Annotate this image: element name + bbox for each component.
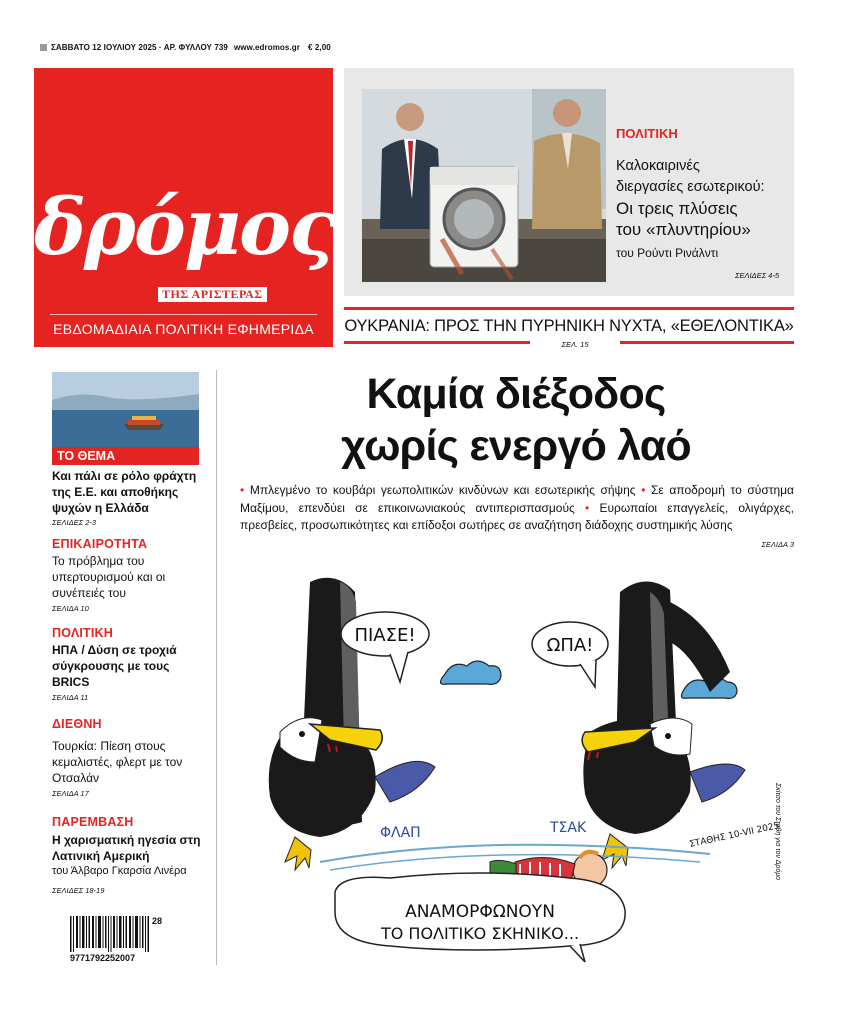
lead-paragraph — [240, 482, 794, 535]
sidebar-item-title[interactable]: Η χαρισματική ηγεσία στη Λατινική Αμερική — [52, 833, 201, 863]
sidebar-page-ref: ΣΕΛΙΔΑ 11 — [52, 693, 89, 702]
date-strip — [40, 40, 540, 54]
headline-line: Καμία διέξοδος — [366, 370, 666, 418]
banner-page-ref: ΣΕΛ. 15 — [530, 340, 620, 349]
sidebar-item-category: ΠΑΡΕΜΒΑΣΗ — [52, 815, 134, 829]
sidebar-page-ref: ΣΕΛΙΔΑ 17 — [52, 789, 89, 798]
cartoon-bubble-left: ΠΙΑΣΕ! — [354, 625, 416, 646]
divider — [50, 314, 317, 315]
sidebar-item-title[interactable]: Το πρόβλημα του υπερτουρισμού και οι συνέπειές του — [52, 554, 166, 600]
masthead[interactable] — [34, 68, 333, 347]
sidebar-page-ref: ΣΕΛΙΔΕΣ 18-19 — [52, 886, 105, 895]
main-headline[interactable] — [236, 368, 796, 472]
cartoon-caption-line: ΑΝΑΜΟΡΦΩΝΟΥΝ — [405, 902, 555, 922]
barcode-number: 9771792252007 — [70, 953, 136, 963]
bullet-icon: • — [641, 483, 646, 497]
sidebar-item-author: του Άλβαρο Γκαρσία Λινέρα — [52, 865, 187, 877]
sidebar-item-title[interactable]: ΗΠΑ / Δύση σε τροχιά σύγκρουσης με τους BRICS — [52, 643, 177, 689]
teaser-photo — [362, 89, 606, 282]
cartoon-signature: ΣΤΑΘΗΣ 10-VII 2025 — [688, 821, 781, 850]
sidebar-page-ref: ΣΕΛΙΔΕΣ 2-3 — [52, 518, 97, 527]
lead-point: Ευρωπαίοι επαγγελείς, ολιγάρχες, πρεσβείες, προσωπικότητες και επίδοξοι σωτήρες σε αναζήτηση διάδοχης συστημικής λύσης — [240, 500, 794, 532]
teaser-category: ΠΟΛΙΤΙΚΗ — [616, 126, 678, 141]
barcode — [70, 916, 150, 952]
cartoon-sound-right: ΤΣΑΚ — [550, 820, 587, 836]
banner-rule — [344, 307, 794, 310]
bullet-icon: • — [585, 500, 590, 515]
date-issue-text: ΣΑΒΒΑΤΟ 12 ΙΟΥΛΙΟΥ 2025 · ΑΡ. ΦΥΛΛΟΥ 739 — [51, 42, 228, 52]
square-icon — [40, 44, 47, 51]
sidebar-item-category: ΔΙΕΘΝΗ — [52, 717, 102, 731]
teaser-title-line: διεργασίες εσωτερικού: — [616, 179, 765, 195]
website-link[interactable]: www.edromos.gr — [233, 42, 300, 52]
logo-subtitle: ΤΗΣ ΑΡΙΣΤΕΡΑΣ — [158, 287, 267, 302]
cartoon-sound-left: ΦΛΑΠ — [380, 825, 421, 841]
sidebar-item-title[interactable]: Και πάλι σε ρόλο φράχτη της Ε.Ε. και αποθήκης ψυχών η Ελλάδα — [52, 469, 197, 515]
sidebar-item-title[interactable]: Τουρκία: Πίεση στους κεμαλιστές, φλερτ με τον Οτσαλάν — [52, 739, 183, 785]
cartoon-credit: Σκίτσο του Σταθη για τον Δρόμο — [774, 783, 781, 881]
teaser-title-line: του «πλυντηρίου» — [616, 220, 751, 239]
sidebar-item-category: ΠΟΛΙΤΙΚΗ — [52, 626, 113, 640]
headline-line: χωρίς ενεργό λαό — [341, 422, 691, 470]
sidebar-photo — [52, 372, 199, 447]
logo-wordmark: δρόμος — [34, 182, 335, 273]
lead-page-ref: ΣΕΛΙΔΑ 3 — [761, 540, 794, 549]
top-teaser[interactable] — [344, 68, 794, 296]
issue-number: 28 — [152, 916, 163, 926]
teaser-title-line: Οι τρεις πλύσεις — [616, 199, 738, 218]
editorial-cartoon — [240, 562, 790, 967]
theme-label: ΤΟ ΘΕΜΑ — [52, 447, 199, 465]
teaser-title-line: Καλοκαιρινές — [616, 158, 700, 174]
teaser-page-ref: ΣΕΛΙΔΕΣ 4-5 — [734, 271, 779, 280]
banner-headline[interactable]: ΟΥΚΡΑΝΙΑ: ΠΡΟΣ ΤΗΝ ΠΥΡΗΝΙΚΗ ΝΥΧΤΑ, «ΕΘΕΛΟΝΤΙΚΑ» — [344, 317, 794, 335]
teaser-title[interactable] — [616, 156, 786, 240]
tagline: ΕΒΔΟΜΑΔΙΑΙΑ ΠΟΛΙΤΙΚΗ ΕΦΗΜΕΡΙΔΑ — [53, 321, 314, 337]
bullet-icon: • — [240, 483, 245, 497]
price-text: € 2,00 — [307, 42, 331, 52]
cartoon-caption-line: ΤΟ ΠΟΛΙΤΙΚΟ ΣΚΗΝΙΚΟ... — [380, 924, 580, 943]
cartoon-bubble-right: ΩΠΑ! — [546, 635, 594, 656]
teaser-author: του Ρούντι Ρινάλντι — [616, 246, 719, 260]
lead-point: Μπλεγμένο το κουβάρι γεωπολιτικών κινδύνων και εσωτερικής σήψης — [249, 483, 636, 497]
lead-point: Σε αποδρομή το σύστημα Μαξίμου, επενδύει σε επικοινωνιακούς αντιπερισπασμούς — [240, 483, 794, 515]
sidebar-item-category: ΕΠΙΚΑΙΡΟΤΗΤΑ — [52, 537, 148, 551]
sidebar-page-ref: ΣΕΛΙΔΑ 10 — [52, 604, 89, 613]
